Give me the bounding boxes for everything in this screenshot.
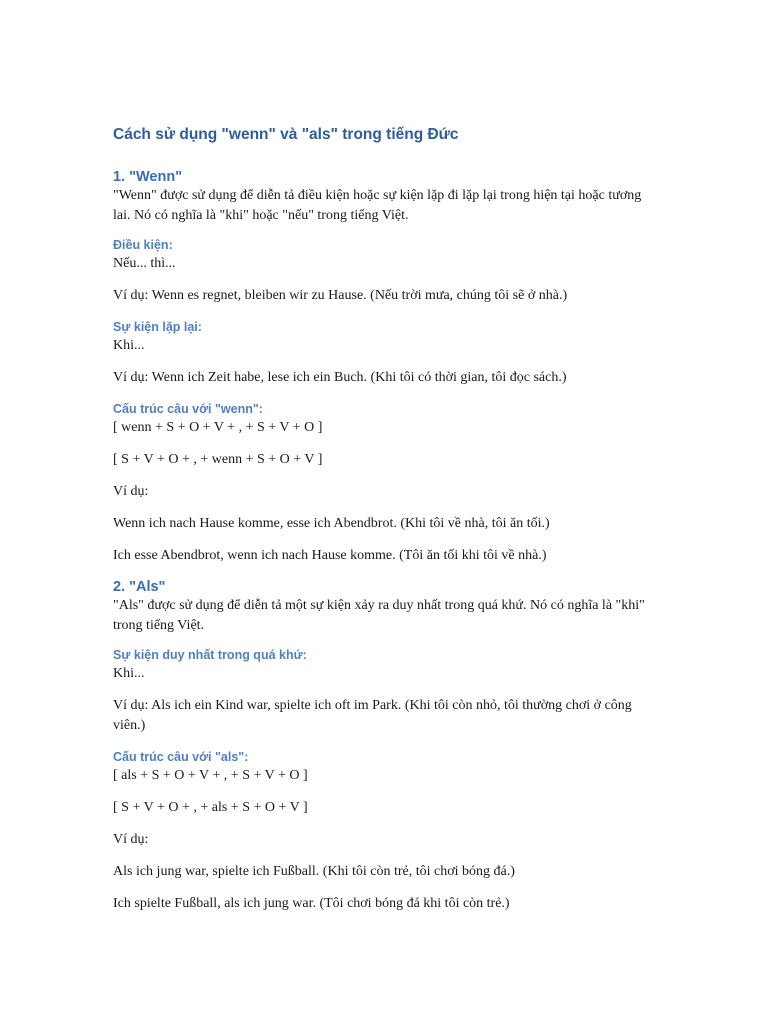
structure-wenn-2: [ S + V + O + , + wenn + S + O + V ]: [113, 452, 323, 467]
example-single-event: Ví dụ: Als ich ein Kind war, spielte ich oft im Park. (Khi tôi còn nhỏ, tôi thường chơi ở công viên.): [113, 698, 632, 733]
document-page: [113, 124, 653, 914]
subheading-condition: Điều kiện:: [113, 238, 173, 252]
structure-als-1: [ als + S + O + V + , + S + V + O ]: [113, 768, 308, 783]
subheading-structure-wenn: Cấu trúc câu với "wenn":: [113, 402, 263, 416]
example-condition: Ví dụ: Wenn es regnet, bleiben wir zu Hause. (Nếu trời mưa, chúng tôi sẽ ở nhà.): [113, 288, 568, 303]
example-als-1: Als ich jung war, spielte ich Fußball. (Khi tôi còn trẻ, tôi chơi bóng đá.): [113, 864, 515, 879]
paragraph-wenn-intro: "Wenn" được sử dụng để diễn tả điều kiện hoặc sự kiện lặp đi lặp lại trong hiện tại hoặc tương lai. Nó có nghĩa là "khi" hoặc "nếu" trong tiếng Việt.: [113, 188, 642, 223]
example-wenn-2: Ich esse Abendbrot, wenn ich nach Hause komme. (Tôi ăn tối khi tôi về nhà.): [113, 548, 547, 563]
example-label-als: Ví dụ:: [113, 832, 149, 847]
example-wenn-1: Wenn ich nach Hause komme, esse ich Abendbrot. (Khi tôi về nhà, tôi ăn tối.): [113, 516, 550, 531]
section-wenn: [113, 168, 653, 566]
structure-wenn-1: [ wenn + S + O + V + , + S + V + O ]: [113, 420, 323, 435]
example-label-wenn: Ví dụ:: [113, 484, 149, 499]
section-heading-wenn: 1. "Wenn": [113, 169, 183, 185]
example-als-2: Ich spielte Fußball, als ich jung war. (Tôi chơi bóng đá khi tôi còn trẻ.): [113, 896, 510, 911]
paragraph-repeat: Khi...: [113, 338, 145, 353]
paragraph-als-intro: "Als" được sử dụng để diễn tả một sự kiện xảy ra duy nhất trong quá khứ. Nó có nghĩa là "khi" trong tiếng Việt.: [113, 598, 645, 633]
document-title: Cách sử dụng "wenn" và "als" trong tiếng Đức: [113, 126, 459, 143]
section-heading-als: 2. "Als": [113, 579, 166, 595]
section-als: [113, 578, 653, 914]
subheading-structure-als: Cấu trúc câu với "als":: [113, 750, 249, 764]
example-repeat: Ví dụ: Wenn ich Zeit habe, lese ich ein Buch. (Khi tôi có thời gian, tôi đọc sách.): [113, 370, 567, 385]
paragraph-condition: Nếu... thì...: [113, 256, 176, 271]
subheading-single-event: Sự kiện duy nhất trong quá khứ:: [113, 648, 307, 662]
structure-als-2: [ S + V + O + , + als + S + O + V ]: [113, 800, 308, 815]
paragraph-single-event: Khi...: [113, 666, 145, 681]
subheading-repeat: Sự kiện lặp lại:: [113, 320, 202, 334]
